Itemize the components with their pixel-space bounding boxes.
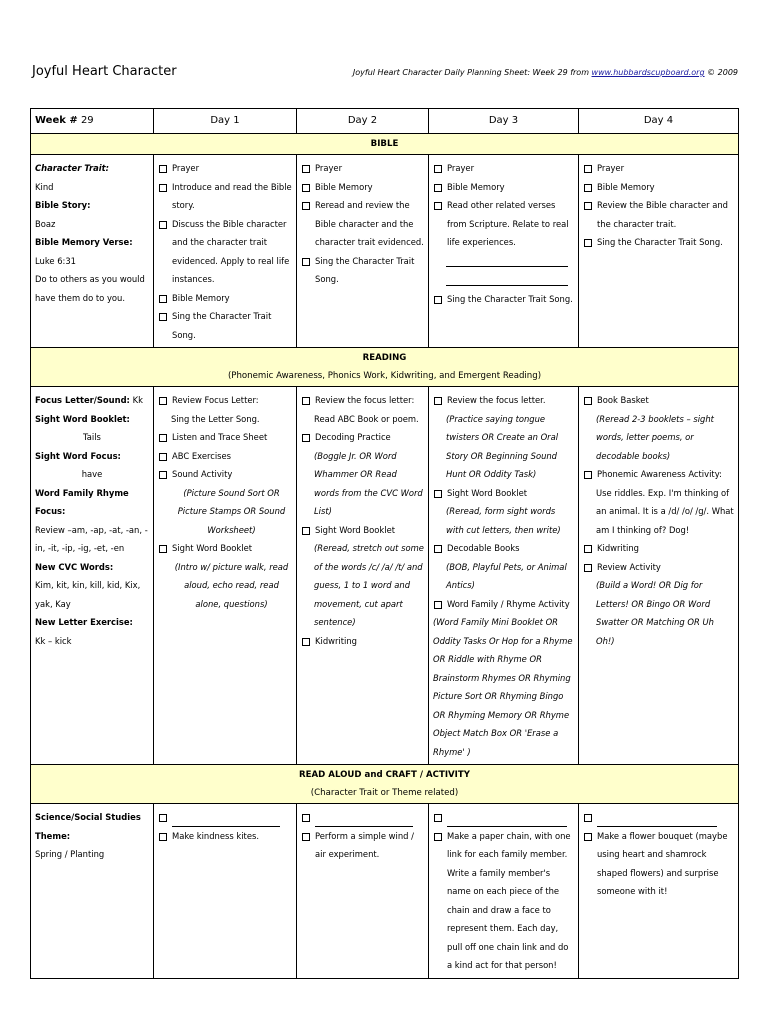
checkbox[interactable] — [584, 165, 592, 173]
checkbox[interactable] — [434, 296, 442, 304]
checkbox[interactable] — [434, 184, 442, 192]
list-item — [433, 595, 574, 614]
list-item — [433, 290, 574, 309]
source-link[interactable]: www.hubbardscupboard.org — [591, 68, 705, 77]
list-item — [583, 391, 734, 410]
item-text: (Picture Sound Sort OR Picture Stamps OR Sound Worksheet) — [177, 487, 286, 535]
list-item — [158, 428, 292, 447]
list-item — [301, 391, 424, 410]
week-label: Week # — [35, 115, 78, 126]
item-text: Make a paper chain, with one link for each family member. Write a family member's name on each piece of the chain and draw a face to represent them. Each day, pull off one chain link and do a kind act for that person! — [447, 830, 571, 970]
list-item — [158, 539, 292, 558]
item-text: (Word Family Mini Booklet OR Oddity Tasks Or Hop for a Rhyme OR Riddle with Rhyme OR Brainstorm Rhymes OR Rhyming Picture Sort OR Rhyming Bingo OR Rhyming Memory OR Rhyme Object Match Box OR 'Erase a Rhyme' ) — [433, 617, 573, 757]
readaloud-row — [31, 804, 739, 979]
theme-label: Science/Social Studies Theme: — [35, 812, 141, 841]
list-item — [433, 827, 574, 975]
item-text: Bible Memory — [172, 292, 230, 303]
item-text: Bible Memory — [447, 181, 505, 192]
checkbox[interactable] — [584, 545, 592, 553]
sight-label: Sight Word Booklet: — [35, 413, 130, 424]
item-text: Kidwriting — [597, 543, 639, 553]
blank-line[interactable] — [447, 814, 567, 827]
checkbox[interactable] — [159, 453, 167, 461]
checkbox[interactable] — [302, 258, 310, 266]
item-text: Sound Activity — [172, 469, 233, 479]
blank-line[interactable] — [315, 814, 413, 827]
list-item — [583, 808, 734, 827]
day-1-header: Day 1 — [154, 109, 297, 134]
focus-label: Focus Letter/Sound: — [35, 395, 130, 405]
item-text: Sing the Letter Song. — [171, 413, 260, 424]
list-item — [158, 391, 292, 410]
item-text: Kidwriting — [315, 635, 357, 646]
list-item — [583, 159, 734, 178]
checkbox[interactable] — [159, 434, 167, 442]
readaloud-left-cell — [31, 804, 154, 979]
verse-label: Bible Memory Verse: — [35, 237, 133, 247]
item-text: Listen and Trace Sheet — [172, 432, 268, 442]
checkbox[interactable] — [159, 471, 167, 479]
bible-day4-cell — [579, 155, 739, 348]
item-text: Discuss the Bible character and the character trait evidenced. Apply to real life instances. — [172, 218, 290, 284]
readaloud-subtitle: (Character Trait or Theme related) — [310, 788, 459, 798]
item-text: Use riddles. Exp. I'm thinking of an animal. It is a /d/ /o/ /g/. What am I thinking of? Dog! — [596, 487, 734, 535]
checkbox[interactable] — [434, 545, 442, 553]
list-item — [158, 215, 292, 289]
item-text: (Reread, form sight words with cut letters, then write) — [446, 506, 561, 535]
bible-left-cell — [31, 155, 154, 348]
item-text: Introduce and read the Bible story. — [172, 181, 292, 210]
reading-day4-cell — [579, 387, 739, 765]
checkbox[interactable] — [302, 434, 310, 442]
list-item — [433, 484, 574, 503]
checkbox[interactable] — [159, 221, 167, 229]
day-header-row — [31, 109, 739, 134]
checkbox[interactable] — [302, 833, 310, 841]
reading-day2-cell — [297, 387, 429, 765]
readaloud-day4-cell — [579, 804, 739, 979]
story-label: Bible Story: — [35, 200, 91, 210]
list-item — [301, 428, 424, 447]
nle-value: Kk – kick — [35, 635, 72, 646]
list-item — [433, 196, 574, 252]
item-text: Review the focus letter: — [315, 395, 415, 405]
checkbox[interactable] — [159, 814, 167, 822]
item-text: (Build a Word! OR Dig for Letters! OR Bingo OR Word Swatter OR Matching OR Uh Oh!) — [596, 580, 714, 646]
list-item — [583, 178, 734, 197]
blank-line[interactable] — [446, 252, 568, 267]
list-item — [158, 307, 292, 344]
item-text: Make kindness kites. — [172, 830, 260, 841]
checkbox[interactable] — [584, 814, 592, 822]
bible-row — [31, 155, 739, 348]
trait-value: Kind — [35, 181, 54, 192]
list-item — [158, 447, 292, 466]
trait-label: Character Trait: — [35, 163, 110, 173]
item-text: Read ABC Book or poem. — [314, 413, 419, 424]
week-cell — [31, 109, 154, 134]
checkbox[interactable] — [302, 202, 310, 210]
checkbox[interactable] — [434, 814, 442, 822]
item-text: Review Focus Letter: — [172, 395, 259, 405]
item-text: Sing the Character Trait Song. — [447, 293, 573, 304]
item-text: Book Basket — [597, 395, 649, 405]
list-item — [301, 159, 424, 178]
item-text: Sight Word Booklet — [447, 487, 528, 498]
list-item — [301, 178, 424, 197]
story-value: Boaz — [35, 218, 56, 229]
page-header — [30, 62, 738, 86]
checkbox[interactable] — [159, 833, 167, 841]
readaloud-day3-cell — [429, 804, 579, 979]
checkbox[interactable] — [584, 833, 592, 841]
item-text: ABC Exercises — [172, 450, 232, 461]
blank-line[interactable] — [172, 814, 280, 827]
item-text: Word Family / Rhyme Activity — [447, 598, 570, 609]
bible-title: BIBLE — [370, 139, 399, 149]
verse-ref: Luke 6:31 — [35, 255, 76, 266]
list-item — [301, 632, 424, 651]
week-number: 29 — [80, 115, 94, 126]
list-item — [433, 159, 574, 178]
item-text: (Boggle Jr. OR Word Whammer OR Read words from the CVC Word List) — [314, 450, 423, 516]
page-title: Joyful Heart Character — [32, 64, 177, 79]
item-text: Prayer — [172, 163, 200, 173]
list-item — [583, 233, 734, 252]
focus-value: Kk — [129, 395, 143, 405]
item-text: Decodable Books — [447, 543, 520, 553]
list-item — [583, 465, 734, 484]
checkbox[interactable] — [302, 397, 310, 405]
copyright: © 2009 — [704, 68, 738, 77]
checkbox[interactable] — [159, 165, 167, 173]
bible-day2-cell — [297, 155, 429, 348]
checkbox[interactable] — [159, 313, 167, 321]
item-text: Sight Word Booklet — [315, 524, 396, 535]
list-item — [301, 808, 424, 827]
checkbox[interactable] — [584, 397, 592, 405]
item-text: Reread and review the Bible character and the character trait evidenced. — [315, 200, 424, 247]
header-right — [353, 68, 738, 77]
item-text: Sight Word Booklet — [172, 543, 253, 553]
checkbox[interactable] — [434, 490, 442, 498]
nle-label: New Letter Exercise: — [35, 617, 133, 627]
list-item — [158, 808, 292, 827]
item-text: Read other related verses from Scripture. Relate to real life experiences. — [447, 200, 569, 247]
reading-day1-cell — [154, 387, 297, 765]
theme-value: Spring / Planting — [35, 849, 105, 859]
list-item — [301, 252, 424, 289]
day-2-header: Day 2 — [297, 109, 429, 134]
list-item — [301, 521, 424, 540]
header-subtitle: Joyful Heart Character Daily Planning Sheet: Week 29 from — [352, 68, 592, 77]
wf-value: Review –am, -ap, -at, -an, -in, -it, -ip, -ig, -et, -en — [35, 524, 148, 553]
checkbox[interactable] — [302, 527, 310, 535]
swf-label: Sight Word Focus: — [35, 450, 121, 461]
reading-title: READING — [362, 353, 407, 363]
item-text: Prayer — [315, 163, 343, 173]
list-item — [433, 539, 574, 558]
checkbox[interactable] — [302, 638, 310, 646]
checkbox[interactable] — [434, 202, 442, 210]
cvc-value: Kim, kit, kin, kill, kid, Kix, yak, Kay — [35, 580, 141, 609]
item-text: Decoding Practice — [315, 432, 391, 442]
checkbox[interactable] — [302, 184, 310, 192]
item-text: Review Activity — [597, 561, 661, 572]
checkbox[interactable] — [434, 833, 442, 841]
item-text: Sing the Character Trait Song. — [172, 311, 272, 340]
list-item — [583, 558, 734, 577]
list-item — [433, 808, 574, 827]
list-item — [433, 178, 574, 197]
checkbox[interactable] — [159, 184, 167, 192]
item-text: (Reread 2-3 booklets – sight words, letter poems, or decodable books) — [596, 413, 714, 461]
list-item — [583, 539, 734, 558]
sight-value: Tails — [83, 432, 101, 442]
blank-line[interactable] — [446, 271, 568, 286]
bible-day1-cell — [154, 155, 297, 348]
readaloud-title: READ ALOUD and CRAFT / ACTIVITY — [299, 770, 470, 780]
item-text: Prayer — [597, 163, 625, 173]
bible-band — [31, 134, 739, 155]
item-text: Review the focus letter. — [447, 395, 546, 405]
item-text: (Practice saying tongue twisters OR Create an Oral Story OR Beginning Sound Hunt OR Oddity Task) — [446, 413, 559, 479]
list-item — [158, 827, 292, 846]
item-text: (Intro w/ picture walk, read aloud, echo read, read alone, questions) — [174, 561, 289, 609]
day-3-header: Day 3 — [429, 109, 579, 134]
reading-left-cell — [31, 387, 154, 765]
checkbox[interactable] — [159, 545, 167, 553]
list-item — [301, 827, 424, 864]
swf-value: have — [81, 469, 103, 479]
cvc-label: New CVC Words: — [35, 561, 114, 572]
checkbox[interactable] — [584, 184, 592, 192]
item-text: Review the Bible character and the character trait. — [597, 200, 729, 229]
wf-label: Word Family Rhyme Focus: — [35, 487, 129, 516]
item-text: Prayer — [447, 163, 475, 173]
list-item — [583, 196, 734, 233]
reading-row — [31, 387, 739, 765]
checkbox[interactable] — [584, 471, 592, 479]
planning-table — [30, 108, 739, 979]
list-item — [158, 289, 292, 308]
bible-day3-cell — [429, 155, 579, 348]
list-item — [301, 196, 424, 252]
checkbox[interactable] — [434, 165, 442, 173]
checkbox[interactable] — [584, 202, 592, 210]
checkbox[interactable] — [434, 601, 442, 609]
verse-text: Do to others as you would have them do to you. — [35, 274, 145, 303]
reading-band — [31, 348, 739, 387]
readaloud-day1-cell — [154, 804, 297, 979]
list-item — [583, 827, 734, 901]
checkbox[interactable] — [159, 295, 167, 303]
item-text: Bible Memory — [597, 181, 655, 192]
item-text: Make a flower bouquet (maybe using heart and shamrock shaped flowers) and surprise someone with it! — [597, 830, 728, 896]
item-text: Bible Memory — [315, 181, 373, 192]
item-text: (BOB, Playful Pets, or Animal Antics) — [446, 561, 567, 590]
readaloud-band — [31, 765, 739, 804]
list-item — [433, 391, 574, 410]
list-item — [158, 178, 292, 215]
item-text: Sing the Character Trait Song. — [315, 255, 415, 284]
item-text: Phonemic Awareness Activity: — [597, 469, 722, 479]
list-item — [158, 465, 292, 484]
checkbox[interactable] — [584, 564, 592, 572]
checkbox[interactable] — [584, 239, 592, 247]
reading-day3-cell — [429, 387, 579, 765]
list-item — [158, 159, 292, 178]
readaloud-day2-cell — [297, 804, 429, 979]
day-4-header: Day 4 — [579, 109, 739, 134]
reading-subtitle: (Phonemic Awareness, Phonics Work, Kidwriting, and Emergent Reading) — [227, 371, 542, 381]
checkbox[interactable] — [434, 397, 442, 405]
item-text: Perform a simple wind / air experiment. — [315, 830, 414, 859]
checkbox[interactable] — [302, 814, 310, 822]
checkbox[interactable] — [302, 165, 310, 173]
item-text: Sing the Character Trait Song. — [597, 237, 723, 247]
checkbox[interactable] — [159, 397, 167, 405]
blank-line[interactable] — [597, 814, 717, 827]
item-text: (Reread, stretch out some of the words /c/ /a/ /t/ and guess, 1 to 1 word and movement, cut apart sentence) — [314, 543, 424, 627]
